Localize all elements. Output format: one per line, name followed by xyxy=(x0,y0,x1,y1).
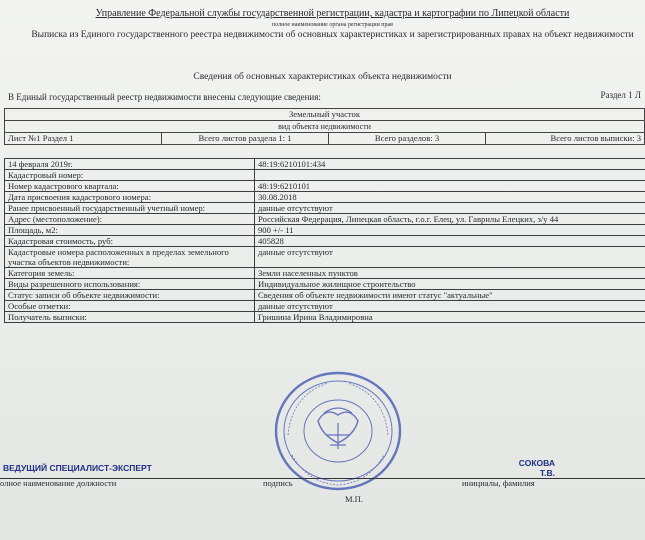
record-date: 14 февраля 2019г. xyxy=(5,159,255,170)
row-value: Индивидуальное жилищное строительство xyxy=(255,279,645,290)
record-table xyxy=(4,158,645,323)
table-row xyxy=(5,290,645,301)
section-intro: В Единый государственный реестр недвижимости внесены следующие сведения: xyxy=(8,92,321,102)
row-value: данные отсутствуют xyxy=(255,247,645,268)
signer-name: СОКОВА Т.В. xyxy=(509,458,645,479)
empty-cell xyxy=(255,170,645,181)
table-row xyxy=(5,279,645,290)
object-header-table xyxy=(4,108,645,145)
sheets-in-section: Всего листов раздела 1: 1 xyxy=(162,133,329,145)
table-row xyxy=(5,236,645,247)
extract-title: Выписка из Единого государственного реестра недвижимости об основных характеристиках и зарегистрированных правах на объект недвижимости xyxy=(31,30,634,40)
table-row xyxy=(5,214,645,225)
table-row xyxy=(5,181,645,192)
position-caption: олное наименование должности xyxy=(0,478,117,488)
table-row xyxy=(5,225,645,236)
signature-caption: подпись xyxy=(263,478,293,488)
row-value: Сведения об объекте недвижимости имеют статус "актуальные" xyxy=(255,290,645,301)
row-label: Кадастровая стоимость, руб: xyxy=(5,236,255,247)
table-row xyxy=(5,192,645,203)
object-type: Земельный участок xyxy=(5,109,645,121)
row-label: Адрес (местоположение): xyxy=(5,214,255,225)
row-value: 48:19:6210101 xyxy=(255,181,645,192)
cadastral-number-label: Кадастровый номер: xyxy=(5,170,255,181)
name-caption: инициалы, фамилия xyxy=(462,478,535,488)
row-label: Категория земель: xyxy=(5,268,255,279)
row-value: данные отсутствуют xyxy=(255,301,645,312)
table-row xyxy=(5,301,645,312)
row-value: 30.08.2018 xyxy=(255,192,645,203)
row-label: Получатель выписки: xyxy=(5,312,255,323)
object-type-caption: вид объекта недвижимости xyxy=(5,121,645,133)
row-value: Земли населенных пунктов xyxy=(255,268,645,279)
row-label: Кадастровые номера расположенных в пределах земельного участка объектов недвижимости: xyxy=(5,247,255,268)
signer-position: ВЕДУЩИЙ СПЕЦИАЛИСТ-ЭКСПЕРТ xyxy=(0,458,271,479)
row-label: Номер кадастрового квартала: xyxy=(5,181,255,192)
sections-total: Всего разделов: 3 xyxy=(329,133,486,145)
row-value: 900 +/- 11 xyxy=(255,225,645,236)
row-label: Площадь, м2: xyxy=(5,225,255,236)
sheet-number: Лист №1 Раздел 1 xyxy=(5,133,162,145)
signature-block xyxy=(0,458,645,479)
row-value: данные отсутствуют xyxy=(255,203,645,214)
record-cadastral-number: 48:19:6210101:434 xyxy=(255,159,645,170)
row-value: Гришина Ирина Владимировна xyxy=(255,312,645,323)
table-row xyxy=(5,247,645,268)
sheets-total: Всего листов выписки: 3 xyxy=(486,133,645,145)
registry-office-name: Управление Федеральной службы государственной регистрации, кадастра и картографии по Липецкой области xyxy=(95,8,570,19)
row-label: Виды разрешенного использования: xyxy=(5,279,255,290)
row-label: Дата присвоения кадастрового номера: xyxy=(5,192,255,203)
signature-line xyxy=(302,458,478,479)
seal-place-caption: М.П. xyxy=(345,494,363,504)
table-row xyxy=(5,268,645,279)
row-label: Особые отметки: xyxy=(5,301,255,312)
table-row xyxy=(5,312,645,323)
row-label: Статус записи об объекте недвижимости: xyxy=(5,290,255,301)
row-value: 405828 xyxy=(255,236,645,247)
table-row xyxy=(5,203,645,214)
section-sheet-label: Раздел 1 Л xyxy=(600,90,641,100)
registry-office-caption: полное наименование органа регистрации прав xyxy=(271,22,394,28)
row-label: Ранее присвоенный государственный учетный номер: xyxy=(5,203,255,214)
row-value: Российская Федерация, Липецкая область, г.о.г. Елец, ул. Гаврилы Елецких, з/у 44 xyxy=(255,214,645,225)
section-title: Сведения об основных характеристиках объекта недвижимости xyxy=(193,72,452,82)
